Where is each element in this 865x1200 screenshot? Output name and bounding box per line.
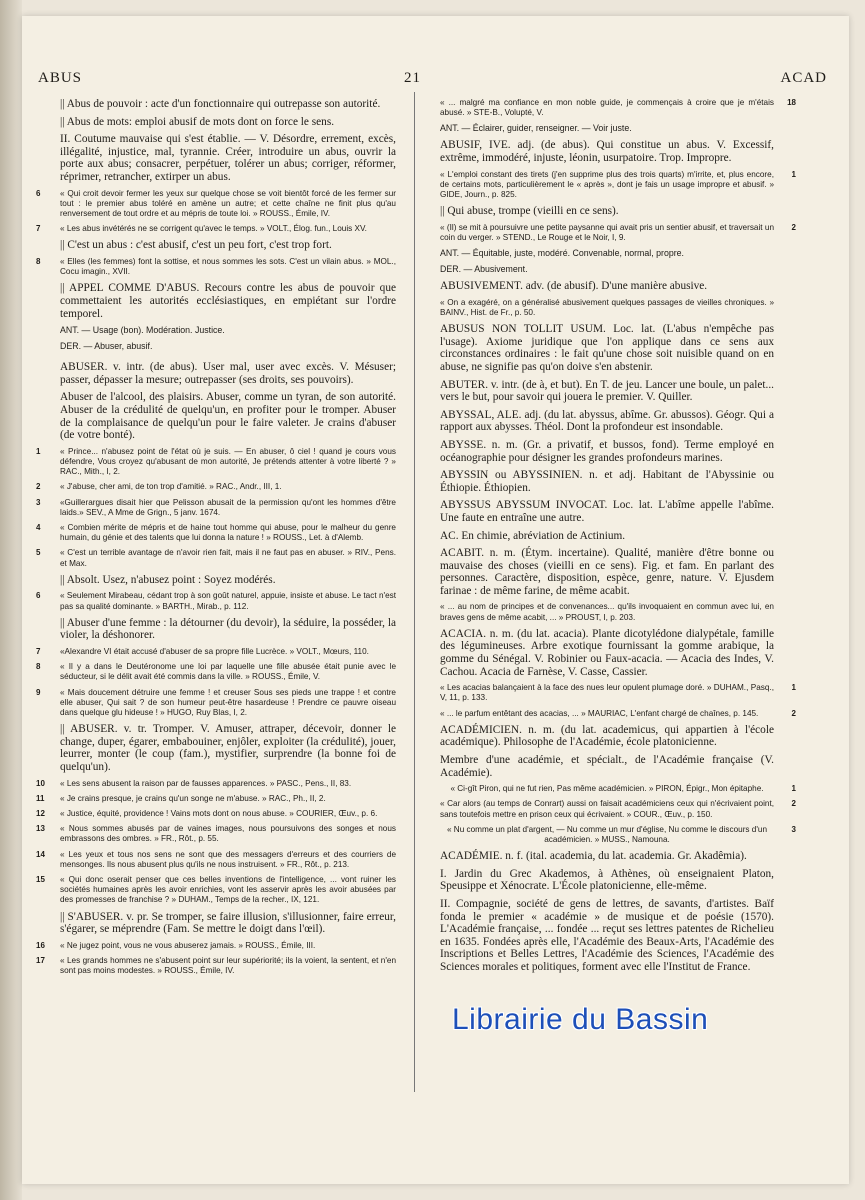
citation bbox=[440, 799, 796, 819]
lexical-note bbox=[60, 341, 396, 352]
entry-text: « ... malgré ma confiance en mon noble guide, je commençais à croire que je m'étais abusé. » STE-B., Volupté, V. bbox=[440, 98, 774, 118]
entry-paragraph bbox=[440, 628, 774, 678]
entry-paragraph bbox=[440, 379, 774, 404]
entry-paragraph bbox=[440, 280, 774, 293]
entry-text: «Guillerargues disait hier que Pelisson abusait de la permission qu'ont les hommes d'être laids.» SEV., A Mme de Grign., 5 janv. 1674. bbox=[60, 497, 396, 517]
entry-text: « Combien mérite de mépris et de haine tout homme qui abuse, pour le malheur du genre humain, du génie et des talents que lui donna la nature ! » ROUSS., Let. à d'Alemb. bbox=[60, 522, 396, 543]
citation bbox=[440, 298, 774, 318]
citation-number: 3 bbox=[36, 497, 41, 507]
citation-number: 1 bbox=[791, 784, 796, 794]
citation-number: 17 bbox=[36, 955, 45, 965]
entry-text: « C'est un terrible avantage de n'avoir rien fait, mais il ne faut pas en abuser. » RIV., Pens. et Max. bbox=[60, 548, 396, 568]
lexical-note bbox=[440, 264, 774, 275]
entry-paragraph bbox=[60, 723, 396, 773]
entry-text: ACADÉMICIEN. n. m. (du lat. academicus, qui appartien à l'école académique). Philosophe de l'Académie, école platonicienne. bbox=[440, 723, 774, 749]
citation bbox=[36, 955, 396, 976]
column-divider bbox=[414, 92, 415, 1092]
entry-text: « Qui croit devoir fermer les yeux sur quelque chose se voit bientôt forcé de les fermer sur tout : le premier abus toléré en amène un autre; et cette chaîne ne finit plus qu'au renversement de tout ordre et au mépris de toute loi. » ROUSS., Émile, IV. bbox=[60, 188, 396, 218]
entry-text: « Je crains presque, je crains qu'un songe ne m'abuse. » RAC., Ph., II, 2. bbox=[60, 793, 326, 803]
entry-paragraph bbox=[440, 205, 774, 218]
citation-number: 12 bbox=[36, 808, 45, 818]
citation bbox=[36, 793, 396, 804]
entry-paragraph bbox=[440, 850, 774, 863]
citation bbox=[36, 808, 396, 819]
entry-text: ABYSSAL, ALE. adj. (du lat. abyssus, abîme. Gr. abussos). Géogr. Qui a rapport aux abysses. Théol. Dont la profondeur est insondable. bbox=[440, 408, 774, 434]
entry-text: ABUSER. v. intr. (de abus). User mal, user avec excès. V. Mésuser; passer, dépasser la mesure; outrepasser (ses droits, ses pouvoirs). bbox=[60, 361, 396, 386]
citation bbox=[440, 824, 796, 845]
citation-number: 1 bbox=[36, 446, 41, 456]
entry-paragraph bbox=[440, 724, 774, 749]
citation-number: 7 bbox=[36, 224, 41, 234]
entry-paragraph bbox=[440, 323, 774, 373]
citation-number: 1 bbox=[791, 683, 796, 693]
entry-text: || Abuser d'une femme : la détourner (du devoir), la séduire, la posséder, la violer, la déshonorer. bbox=[60, 616, 396, 642]
citation bbox=[440, 222, 796, 243]
entry-text: Membre d'une académie, et spécialt., de l'Académie française (V. Académie). bbox=[440, 754, 774, 779]
entry-text: I. Jardin du Grec Akademos, à Athènes, où enseignaient Platon, Speusippe et Xénocrate. L'École platonicienne, elle-même. bbox=[440, 867, 774, 893]
entry-text: « ... au nom de principes et de convenances... qu'ils invoquaient en commun avec lui, en braves gens de même acabit, ... » PROUST, I, p. 203. bbox=[440, 602, 774, 622]
citation bbox=[36, 497, 396, 518]
citation-number: 6 bbox=[36, 188, 41, 198]
citation bbox=[36, 940, 396, 951]
citation bbox=[440, 683, 796, 703]
entry-text: ANT. — Usage (bon). Modération. Justice. bbox=[60, 325, 225, 336]
entry-text: II. Compagnie, société de gens de lettres, de savants, d'artistes. Baïf fonda le premier « académie » de musique et de poésie (1570). L'Académie française, ... fondée ... reçut ses lettres patentes de Richelieu en 1635. Fondées après elle, l'Académie des Beaux-Arts, l'Académie des Inscriptions et Belles Lettres, l'Académie des Sciences, l'Académie des Sciences morales et politiques, forment avec elle l'Institut de France. bbox=[440, 898, 774, 974]
entry-text: « Les sens abusent la raison par de fausses apparences. » PASC., Pens., II, 83. bbox=[60, 778, 352, 788]
entry-text: ANT. — Éclairer, guider, renseigner. — Voir juste. bbox=[440, 123, 632, 134]
citation-number: 11 bbox=[36, 793, 45, 803]
entry-text: « J'abuse, cher ami, de ton trop d'amitié. » RAC., Andr., III, 1. bbox=[60, 482, 282, 492]
entry-text: « Les grands hommes ne s'abusent point sur leur supériorité; ils la voient, la sentent, et n'en sont pas moins modestes. » ROUSS., Émile, IV. bbox=[60, 955, 396, 976]
book-binding-edge bbox=[0, 0, 22, 1200]
entry-text: « On a exagéré, on a généralisé abusivement quelques passages de vieilles chroniques. » BAINV., Hist. de Fr., p. 50. bbox=[440, 297, 774, 317]
entry-text: DER. — Abusivement. bbox=[440, 264, 528, 275]
citation-number: 2 bbox=[36, 482, 41, 492]
citation-number: 4 bbox=[36, 522, 41, 532]
entry-text: ABUTER. v. intr. (de à, et but). En T. de jeu. Lancer une boule, un palet... vers le but, pour savoir qui jouera le premier. V. Quiller. bbox=[440, 378, 774, 404]
entry-text: « Il y a dans le Deutéronome une loi par laquelle une fille abusée était punie avec le séducteur, si le délit avait été commis dans la ville. » ROUSS., Émile, V. bbox=[60, 662, 396, 682]
entry-paragraph bbox=[60, 116, 396, 129]
citation-number: 2 bbox=[791, 222, 796, 232]
entry-text: « Les abus invétérés ne se corrigent qu'avec le temps. » VOLT., Élog. fun., Louis XV. bbox=[60, 224, 367, 234]
entry-paragraph bbox=[60, 391, 396, 441]
citation bbox=[36, 482, 396, 492]
entry-text: || Absolt. Usez, n'abusez point : Soyez modérés. bbox=[60, 573, 276, 586]
entry-paragraph bbox=[60, 282, 396, 320]
entry-text: || C'est un abus : c'est abusif, c'est un peu fort, c'est trop fort. bbox=[60, 239, 332, 252]
entry-paragraph bbox=[440, 547, 774, 597]
citation-number: 13 bbox=[36, 824, 45, 834]
citation bbox=[36, 256, 396, 277]
entry-paragraph bbox=[60, 361, 396, 386]
citation-number: 6 bbox=[36, 591, 41, 601]
entry-text: ABYSSE. n. m. (Gr. a privatif, et bussos, fond). Terme employé en océanographie pour désigner les grandes profondeurs marines. bbox=[440, 438, 774, 464]
entry-text: || S'ABUSER. v. pr. Se tromper, se faire illusion, s'illusionner, faire erreur, s'égarer, se méprendre (Fam. Se mettre le doigt dans l'œil). bbox=[60, 910, 396, 936]
entry-paragraph bbox=[60, 239, 396, 252]
entry-text: || ABUSER. v. tr. Tromper. V. Amuser, attraper, décevoir, donner le change, duper, égarer, embabouiner, enjôler, exploiter (la crédulité), jouer, leurrer, monter (le coup (fam.), mystifier, surprendre (la bonne foi de quelqu'un). bbox=[60, 723, 396, 773]
entry-text: ACADÉMIE. n. f. (ital. academia, du lat. academia. Gr. Akadêmia). bbox=[440, 850, 747, 863]
citation-number: 3 bbox=[791, 824, 796, 834]
entry-paragraph bbox=[60, 98, 396, 111]
entry-text: ABYSSIN ou ABYSSINIEN. n. et adj. Habitant de l'Abyssinie ou Éthiopie. Éthiopien. bbox=[440, 469, 774, 494]
entry-paragraph bbox=[440, 898, 774, 974]
running-head-right: ACAD bbox=[780, 70, 827, 86]
citation bbox=[36, 874, 396, 906]
entry-text: « Car alors (au temps de Conrart) aussi on faisait académiciens ceux qui n'écrivaient point, sans toutefois mettre en prison ceux qui écrivaient. » COUR., Œuv., p. 150. bbox=[440, 799, 774, 819]
entry-paragraph bbox=[440, 499, 774, 524]
entry-text: ABUSUS NON TOLLIT USUM. Loc. lat. (L'abus n'empêche pas l'usage). Axiome juridique que l'on applique dans ce sens aux circonstances ordinaires : le fait qu'une chose soit nuisible quand on en abuse, ne signifie pas qu'on doive s'en abstenir. bbox=[440, 323, 774, 373]
citation-number: 8 bbox=[36, 662, 41, 672]
citation bbox=[36, 446, 396, 478]
citation bbox=[36, 548, 396, 568]
right-column bbox=[440, 98, 796, 979]
running-head-left: ABUS bbox=[38, 70, 83, 86]
citation-number: 9 bbox=[36, 687, 41, 697]
citation bbox=[36, 522, 396, 543]
entry-text: DER. — Abuser, abusif. bbox=[60, 341, 153, 352]
left-column bbox=[36, 98, 396, 981]
entry-text: « Les yeux et tous nos sens ne sont que des messagers d'erreurs et des courriers de mensonges. Ils nous abusent plus qu'ils ne nous instruisent. » FR., Rôt., p. 213. bbox=[60, 849, 396, 869]
entry-paragraph bbox=[440, 139, 774, 164]
entry-text: ABUSIF, IVE. adj. (de abus). Qui constitue un abus. V. Excessif, extrême, immodéré, injuste, léonin, usurpatoire. Trop. Impropre. bbox=[440, 139, 774, 164]
entry-text: ABUSIVEMENT. adv. (de abusif). D'une manière abusive. bbox=[440, 280, 708, 293]
entry-text: « Nous sommes abusés par de vaines images, nous poursuivons des songes et nous embrassons des ombres. » FR., Rôt., p. 55. bbox=[60, 824, 396, 844]
citation-number: 2 bbox=[791, 708, 796, 718]
entry-text: « Les acacias balançaient à la face des nues leur opulent plumage doré. » DUHAM., Pasq., V, 11, p. 133. bbox=[440, 683, 774, 703]
entry-paragraph bbox=[440, 530, 774, 543]
citation bbox=[36, 224, 396, 234]
entry-paragraph bbox=[60, 617, 396, 642]
citation bbox=[36, 849, 396, 870]
entry-text: || Abus de mots: emploi abusif de mots dont on force le sens. bbox=[60, 115, 335, 128]
seller-watermark: Librairie du Bassin bbox=[452, 1003, 709, 1036]
entry-paragraph bbox=[440, 754, 774, 779]
citation bbox=[36, 662, 396, 682]
entry-text: ACABIT. n. m. (Étym. incertaine). Qualité, manière d'être bonne ou mauvaise des choses (vieilli en ce sens). Fig. et fam. En parlant des personnes. Caractère, disposition, espèce, genre, nature. V. Ejusdem farinae : de même farine, de même acabit. bbox=[440, 547, 774, 597]
citation-number: 8 bbox=[36, 256, 41, 266]
citation-number: 1 bbox=[791, 169, 796, 179]
citation bbox=[36, 778, 396, 789]
citation bbox=[36, 687, 396, 719]
citation-number: 2 bbox=[791, 799, 796, 809]
entry-paragraph bbox=[440, 868, 774, 893]
citation-number: 16 bbox=[36, 940, 45, 950]
lexical-note bbox=[440, 248, 774, 259]
entry-text: « ... le parfum entêtant des acacias, ... » MAURIAC, L'enfant chargé de chaînes, p. 145. bbox=[440, 708, 759, 718]
entry-text: « (Il) se mit à poursuivre une petite paysanne qui avait pris un sentier abusif, et traversait un coin du verger. » STEND., Le Rouge et le Noir, I, 9. bbox=[440, 222, 774, 242]
citation-number: 7 bbox=[36, 646, 41, 656]
entry-text: II. Coutume mauvaise qui s'est établie. — V. Désordre, errement, excès, illégalité, injustice, mal, tyrannie. Créer, introduire un abus, ouvrir la porte aux abus; consacrer, perpétuer, tolérer un abus; corriger, réformer, réprimer, retrancher, extirper un abus. bbox=[60, 133, 396, 183]
entry-text: || APPEL COMME D'ABUS. Recours contre les abus de pouvoir que commettaient les autorités ecclésiastiques, en empiétant sur l'ordre temporel. bbox=[60, 282, 396, 320]
citation-number: 14 bbox=[36, 849, 45, 859]
citation bbox=[36, 188, 396, 220]
lexical-note bbox=[440, 123, 774, 134]
citation-number: 5 bbox=[36, 548, 41, 558]
citation bbox=[36, 591, 396, 611]
lexical-note bbox=[60, 325, 396, 336]
citation bbox=[440, 784, 796, 794]
citation bbox=[36, 646, 396, 657]
entry-text: ANT. — Équitable, juste, modéré. Convenable, normal, propre. bbox=[440, 248, 684, 259]
entry-text: « L'emploi constant des tirets (j'en supprime plus des trois quarts) m'irrite, et, plus encore, de certains mots, particulièrement le « après », dont je fais un usage impropre et abusif. » GIDE, Journ., p. 825. bbox=[440, 169, 774, 199]
entry-paragraph bbox=[60, 911, 396, 936]
entry-paragraph bbox=[60, 574, 396, 587]
page-number: 21 bbox=[404, 70, 421, 86]
citation-number: 18 bbox=[787, 98, 796, 107]
citation-number: 15 bbox=[36, 874, 45, 884]
entry-text: « Qui donc oserait penser que ces belles inventions de l'intelligence, ... vont ruiner les sociétés humaines après les avoir enrichies, vont les asservir après les avoir abusées par des promesses de franchise ? » DUHAM., Temps de la recher., IX, 121. bbox=[60, 874, 396, 905]
entry-text: « Ci-gît Piron, qui ne fut rien, Pas même académicien. » PIRON, Épigr., Mon épitaphe. bbox=[450, 784, 764, 794]
citation-number: 10 bbox=[36, 778, 45, 788]
citation bbox=[440, 98, 796, 118]
citation bbox=[440, 708, 796, 719]
citation bbox=[36, 824, 396, 844]
citation bbox=[440, 169, 796, 201]
entry-text: « Elles (les femmes) font la sottise, et nous sommes les sots. C'est un vilain abus. » MOL., Cocu imagin., XVII. bbox=[60, 256, 396, 277]
entry-text: Abuser de l'alcool, des plaisirs. Abuser, comme un tyran, de son autorité. Abuser de la crédulité de quelqu'un, en profiter pour le tromper. Abuser de la complaisance de quelqu'un pour le faire valeter. Je crains d'abuser (de votre bonté). bbox=[60, 391, 396, 442]
entry-paragraph bbox=[60, 133, 396, 183]
entry-text: « Nu comme un plat d'argent, — Nu comme un mur d'église, Nu comme le discours d'un académicien. » MUSS., Namouna. bbox=[446, 824, 768, 845]
entry-text: ACACIA. n. m. (du lat. acacia). Plante dicotylédone dialypétale, famille des légumineuses. Arbre exotique fournissant la gomme arabique, la gomme du Sénégal. V. Robinier ou Faux-acacia. — Acacia des Indes, V. Cachou. Acacia de Farnèse, V. Casse, Cassier. bbox=[440, 627, 774, 678]
entry-text: «Alexandre VI était accusé d'abuser de sa propre fille Lucrèce. » VOLT., Mœurs, 110. bbox=[60, 646, 369, 656]
entry-paragraph bbox=[440, 469, 774, 494]
entry-text: « Prince... n'abusez point de l'état où je suis. — En abuser, ô ciel ! quand je cours vous défendre, Vous croyez qu'abusant de mon autorité, Je prétends attenter à votre liberté ? » RAC., Mith., I, 2. bbox=[60, 446, 396, 477]
entry-text: || Abus de pouvoir : acte d'un fonctionnaire qui outrepasse son autorité. bbox=[60, 98, 381, 110]
entry-paragraph bbox=[440, 409, 774, 434]
entry-text: || Qui abuse, trompe (vieilli en ce sens). bbox=[440, 205, 619, 218]
entry-text: « Seulement Mirabeau, cédant trop à son goût naturel, appuie, insiste et abuse. Le tact n'est pas sa qualité dominante. » BARTH., Mirab., p. 112. bbox=[60, 591, 396, 611]
citation bbox=[440, 602, 774, 622]
entry-text: ABYSSUS ABYSSUM INVOCAT. Loc. lat. L'abîme appelle l'abîme. Une faute en entraîne une autre. bbox=[440, 499, 774, 524]
entry-text: « Justice, équité, providence ! Vains mots dont on nous abuse. » COURIER, Œuv., p. 6. bbox=[60, 808, 378, 818]
entry-text: « Ne jugez point, vous ne vous abuserez jamais. » ROUSS., Émile, III. bbox=[60, 940, 316, 950]
entry-text: AC. En chimie, abréviation de Actinium. bbox=[440, 529, 626, 542]
entry-paragraph bbox=[440, 439, 774, 464]
entry-text: « Mais doucement détruire une femme ! et creuser Sous ses pieds une trappe ! et contre elle abuser, Qui sait ? de son humeur peut-être hasardeuse ! Prendre ce pauvre oiseau dans quelque glu hideuse ! » HUGO, Ruy Blas, I, 2. bbox=[60, 687, 396, 717]
